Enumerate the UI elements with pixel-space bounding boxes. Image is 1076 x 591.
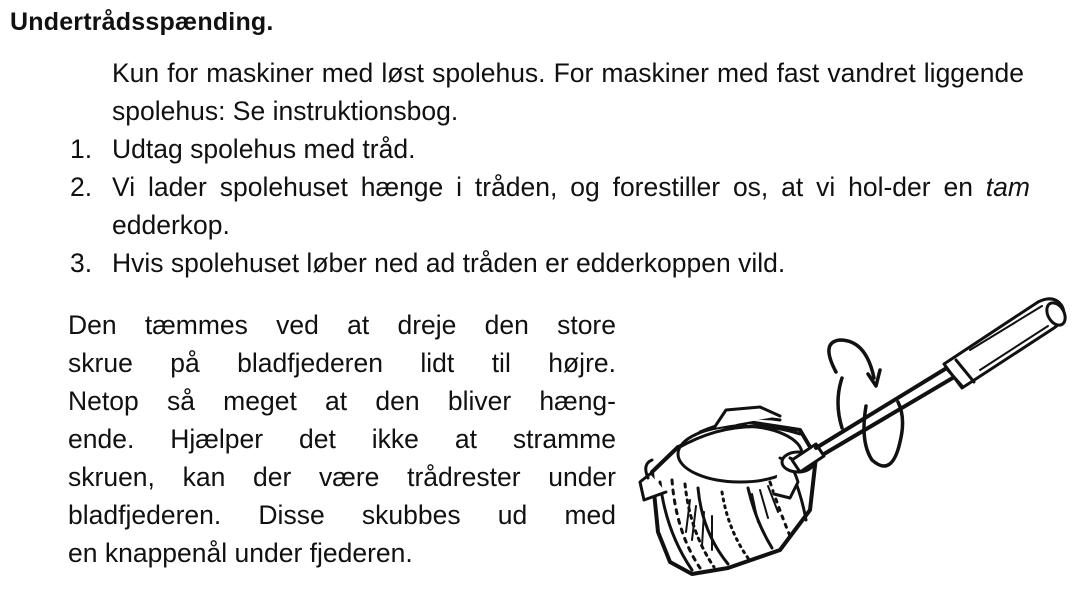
bobbin-case-screwdriver-illustration	[630, 282, 1070, 582]
step-text	[112, 168, 1030, 244]
intro-text: Kun for maskiner med løst spolehus. For maskiner med fast vandret liggende spolehus: Se instruktionsbog.	[112, 58, 1024, 126]
paragraph-line: en knappenål under fjederen.	[68, 538, 413, 568]
instruction-steps	[70, 130, 1030, 282]
step-text: Udtag spolehus med tråd.	[112, 134, 416, 164]
paragraph-line: bladfjederen. Disse skubbes ud med	[68, 500, 616, 530]
paragraph-line: skrue på bladfjederen lidt til højre.	[68, 348, 616, 378]
step-number: 3.	[70, 248, 93, 278]
paragraph-line: skruen, kan der være trådrester under	[68, 462, 616, 492]
step-text: Hvis spolehuset løber ned ad tråden er edderkoppen vild.	[112, 248, 786, 278]
step-number: 2.	[70, 172, 93, 202]
screwdriver-icon	[792, 299, 1069, 472]
paragraph-line: Netop så meget at den bliver hæng-	[68, 386, 616, 416]
bobbin-case-icon	[640, 407, 816, 574]
adjustment-paragraph	[68, 306, 616, 572]
step-2	[70, 168, 1030, 244]
step-text-emphasis: tam	[985, 172, 1030, 202]
step-number: 1.	[70, 134, 93, 164]
section-heading: Undertrådsspænding.	[10, 8, 274, 36]
step-text-after: edderkop.	[112, 210, 230, 240]
paragraph-line: ende. Hjælper det ikke at stramme	[68, 424, 616, 454]
paragraph-line: Den tæmmes ved at dreje den store	[68, 310, 616, 340]
step-text-before: Vi lader spolehuset hænge i tråden, og forestiller os, at vi hol-der en	[112, 172, 973, 202]
step-1	[70, 130, 1030, 168]
step-3	[70, 244, 1030, 282]
